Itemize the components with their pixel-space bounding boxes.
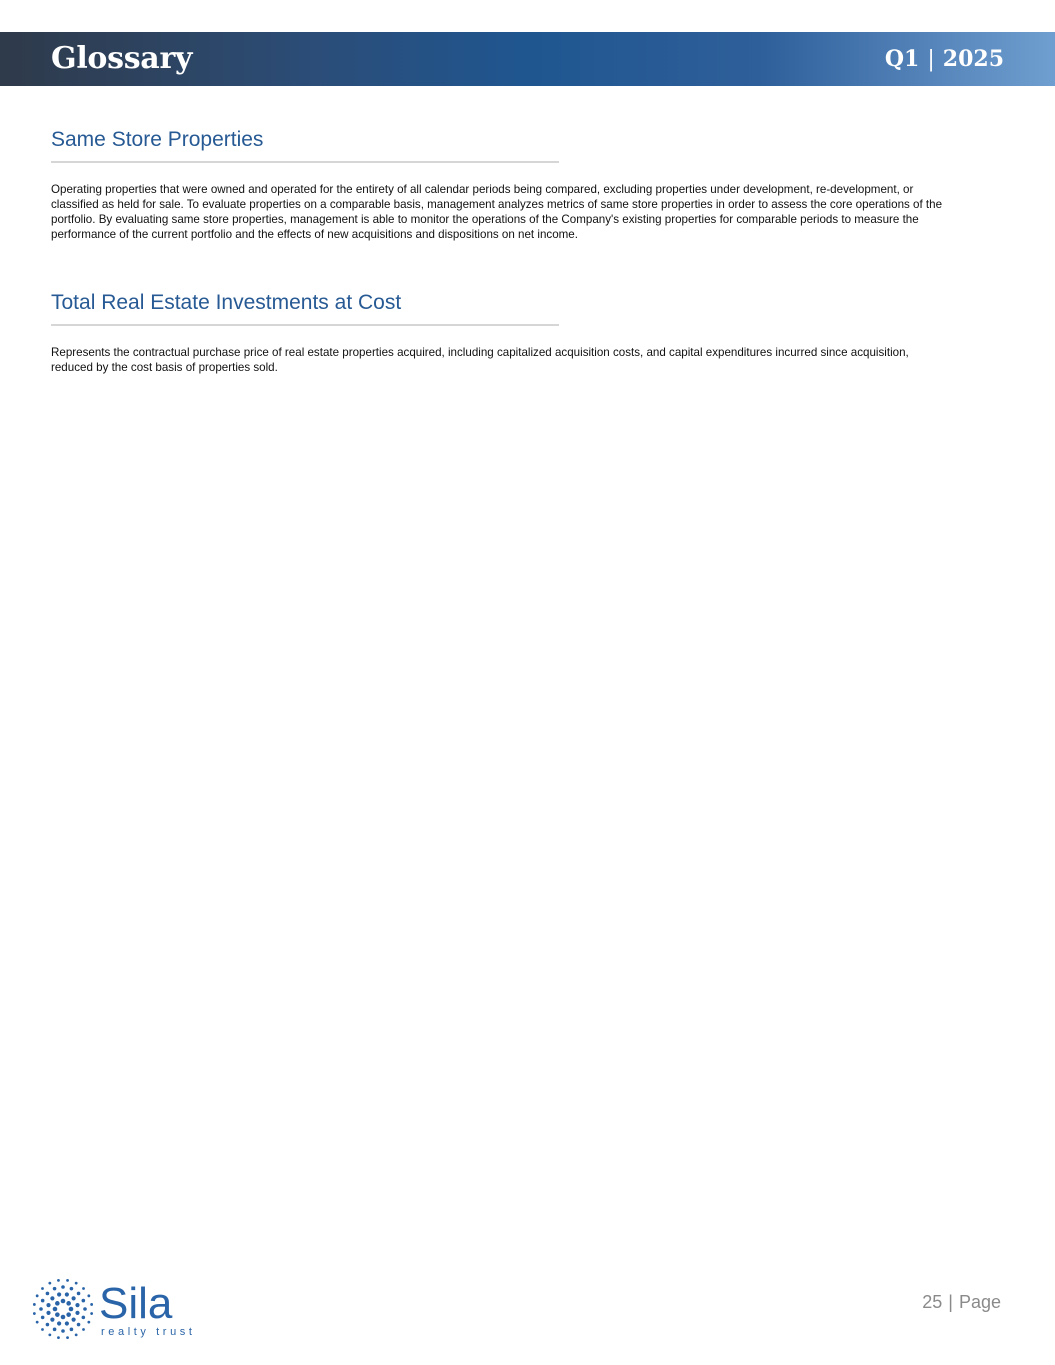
page-number [922,1291,1001,1313]
report-quarter: Q1 [884,46,920,72]
page-number-separator: | [948,1292,953,1312]
page-title: Glossary [51,41,193,76]
logo-tagline: realty trust [101,1326,196,1338]
logo-wordmark: Sila [99,1279,173,1328]
glossary-section-real-estate-investments [51,290,951,375]
sunburst-icon [33,1279,93,1339]
report-year: 2025 [942,46,1004,72]
page-number-label: Page [958,1292,1001,1312]
section-body: Operating properties that were owned and operated for the entirety of all calendar periods being compared, excluding properties under development, re-development, or classified as held for sale. To evaluate properties on a comparable basis, management analyzes metrics of same store properties in order to assess the core operations of the portfolio. By evaluating same store properties, management is able to monitor the operations of the Company's existing properties for comparable periods to measure the performance of the current portfolio and the effects of new acquisitions and dispositions on net income. [51,183,943,241]
sila-logo [31,1276,211,1342]
section-divider [51,324,559,326]
report-period [885,43,1004,76]
section-divider [51,161,559,163]
page-number-value: 25 [922,1292,943,1312]
section-heading: Total Real Estate Investments at Cost [51,291,402,314]
header-banner [0,32,1055,86]
glossary-section-same-store [51,127,951,242]
section-heading: Same Store Properties [51,128,264,151]
section-body: Represents the contractual purchase price of real estate properties acquired, including capitalized acquisition costs, and capital expenditures incurred since acquisition, reduced by the cost basis of properties sold. [51,346,909,374]
period-separator: | [927,47,935,72]
